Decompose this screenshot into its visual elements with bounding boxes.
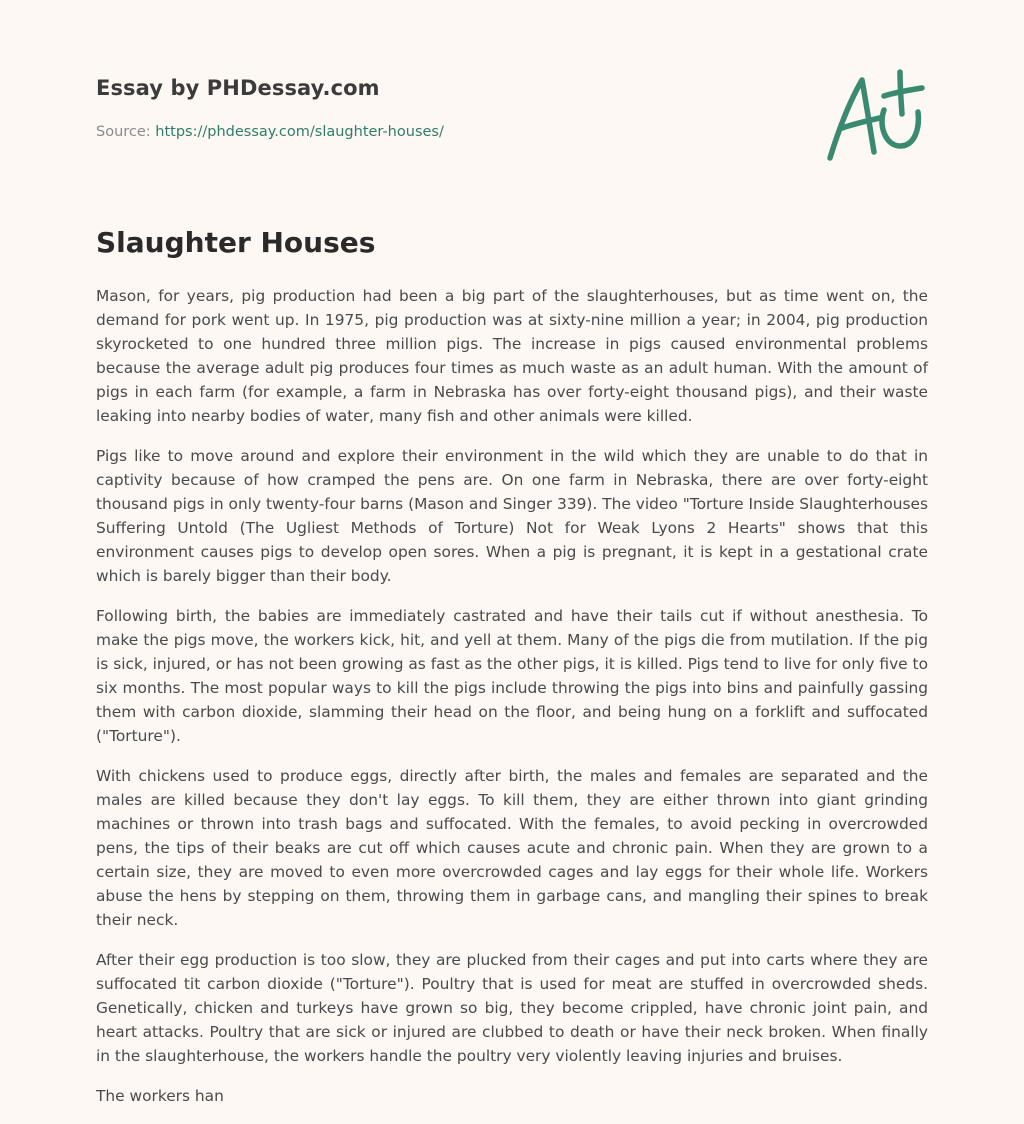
paragraph: The workers han bbox=[96, 1087, 224, 1105]
source-label: Source: bbox=[96, 124, 156, 140]
paragraph: With chickens used to produce eggs, directly after birth, the males and females are separated and the males are killed because they don't lay eggs. To kill them, they are either thrown into giant grinding machines or thrown into trash bags and suffocated. With the females, to avoid pecking in overcrowded pens, the tips of their beaks are cut off which causes acute and chronic pain. When they are grown to a certain size, they are moved to even more overcrowded cages and lay eggs for their whole life. Workers abuse the hens by stepping on them, throwing them in garbage cans, and mangling their spines to break their neck. bbox=[96, 767, 928, 929]
paragraph: After their egg production is too slow, they are plucked from their cages and put into carts where they are suffocated tit carbon dioxide ("Torture"). Poultry that is used for meat are stuffed in overcrowded sheds. Genetically, chicken and turkeys have grown so big, they become crippled, have chronic joint pain, and heart attacks. Poultry that are sick or injured are clubbed to death or have their neck broken. When finally in the slaughterhouse, the workers handle the poultry very violently leaving injuries and bruises. bbox=[96, 951, 928, 1065]
paragraph: Following birth, the babies are immediately castrated and have their tails cut if without anesthesia. To make the pigs move, the workers kick, hit, and yell at them. Many of the pigs die from mutilation. If the pig is sick, injured, or has not been growing as fast as the other pigs, it is killed. Pigs tend to live for only five to six months. The most popular ways to kill the pigs include throwing the pigs into bins and painfully gassing them with carbon dioxide, slamming their head on the floor, and being hung on a forklift and suffocated ("Torture"). bbox=[96, 607, 928, 745]
essay-body bbox=[96, 284, 928, 1124]
paragraph: Pigs like to move around and explore their environment in the wild which they are unable to do that in captivity because of how cramped the pens are. On one farm in Nebraska, there are over forty-eight thousand pigs in only twenty-four barns (Mason and Singer 339). The video "Torture Inside Slaughterhouses Suffering Untold (The Ugliest Methods of Torture) Not for Weak Lyons 2 Hearts" shows that this environment causes pigs to develop open sores. When a pig is pregnant, it is kept in a gestational crate which is barely bigger than their body. bbox=[96, 447, 928, 585]
header bbox=[96, 76, 380, 100]
site-brand: Essay by PHDessay.com bbox=[96, 76, 380, 100]
essay-title: Slaughter Houses bbox=[96, 226, 376, 259]
source-link[interactable]: https://phdessay.com/slaughter-houses/ bbox=[155, 124, 444, 140]
source-line bbox=[96, 124, 444, 140]
a-plus-logo bbox=[820, 66, 928, 166]
paragraph: Mason, for years, pig production had been a big part of the slaughterhouses, but as time went on, the demand for pork went up. In 1975, pig production was at sixty-nine million a year; in 2004, pig production skyrocketed to one hundred three million pigs. The increase in pigs caused environmental problems because the average adult pig produces four times as much waste as an adult human. With the amount of pigs in each farm (for example, a farm in Nebraska has over forty-eight thousand pigs), and their waste leaking into nearby bodies of water, many fish and other animals were killed. bbox=[96, 287, 928, 425]
